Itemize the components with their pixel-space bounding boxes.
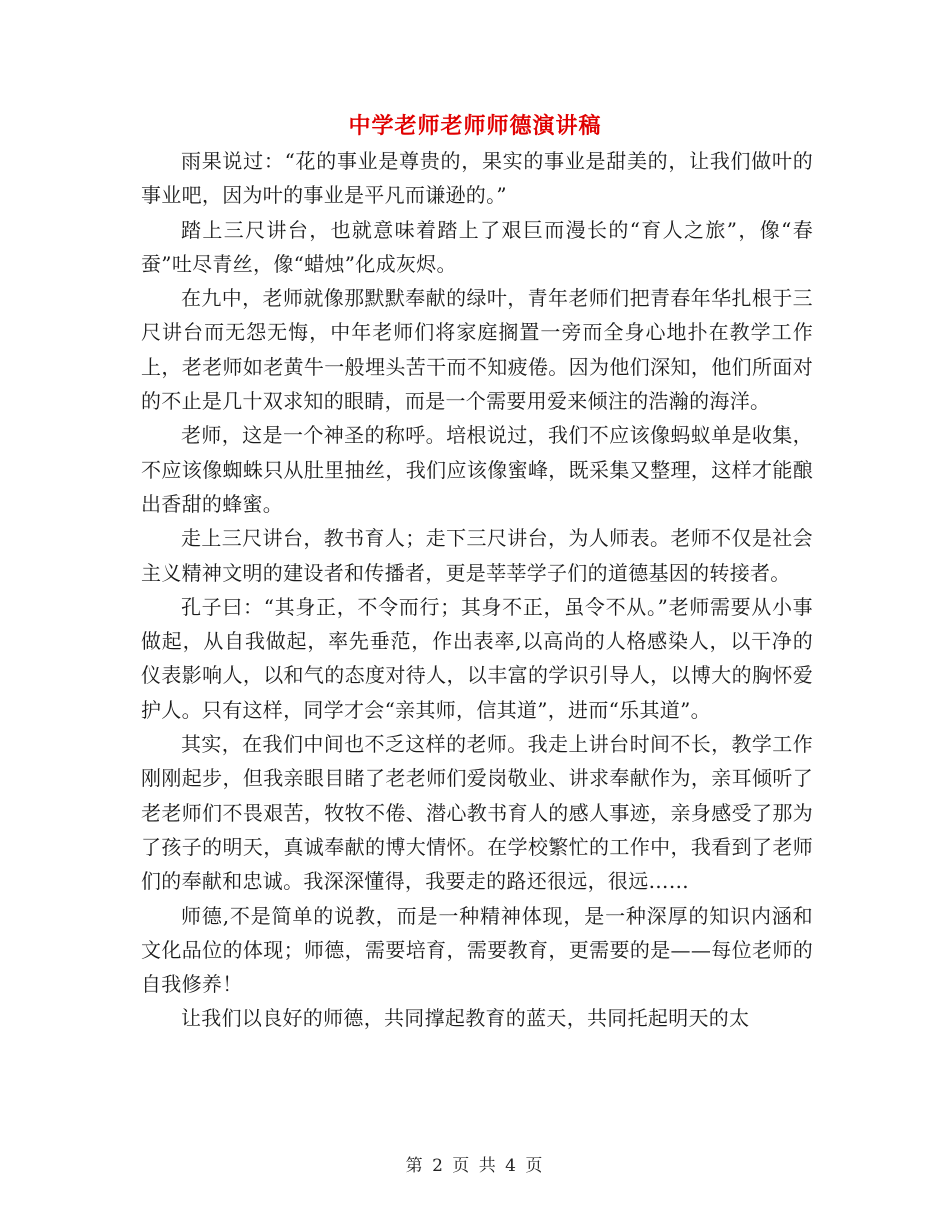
paragraph-8: 师德,不是简单的说教，而是一种精神体现，是一种深厚的知识内涵和文化品位的体现；师德，需要培育，需要教育，更需要的是——每位老师的自我修养！ (141, 903, 813, 997)
paragraph-5: 走上三尺讲台，教书育人；走下三尺讲台，为人师表。老师不仅是社会主义精神文明的建设者和传播者，更是莘莘学子们的道德基因的转接者。 (141, 526, 813, 585)
paragraph-9: 让我们以良好的师德，共同撑起教育的蓝天，共同托起明天的太 (181, 1006, 750, 1031)
paragraph-7: 其实，在我们中间也不乏这样的老师。我走上讲台时间不长，教学工作刚刚起步，但我亲眼目睹了老老师们爱岗敬业、讲求奉献作为，亲耳倾听了老老师们不畏艰苦，牧牧不倦、潜心教书育人的感人事迹，亲身感受了那为了孩子的明天，真诚奉献的博大情怀。在学校繁忙的工作中，我看到了老师们的奉献和忠诚。我深深懂得，我要走的路还很远，很远…… (141, 732, 813, 894)
page-footer: 第 2 页 共 4 页 (405, 1156, 545, 1176)
paragraph-2: 踏上三尺讲台，也就意味着踏上了艰巨而漫长的“育人之旅”，像“春蚕”吐尽青丝，像“蜡烛”化成灰烬。 (141, 217, 813, 276)
document-title: 中学老师老师师德演讲稿 (348, 114, 602, 139)
paragraph-4: 老师，这是一个神圣的称呼。培根说过，我们不应该像蚂蚁单是收集，不应该像蜘蛛只从肚里抽丝，我们应该像蜜峰，既采集又整理，这样才能酿出香甜的蜂蜜。 (141, 423, 813, 516)
document-body (141, 144, 813, 1036)
paragraph-3: 在九中，老师就像那默默奉献的绿叶，青年老师们把青春年华扎根于三尺讲台而无怨无悔，中年老师们将家庭搁置一旁而全身心地扑在教学工作上，老老师如老黄牛一般埋头苦干而不知疲倦。因为他们深知，他们所面对的不止是几十双求知的眼睛，而是一个需要用爱来倾注的浩瀚的海洋。 (141, 286, 813, 414)
paragraph-6: 孔子曰：“其身正，不令而行；其身不正，虽令不从。”老师需要从小事做起，从自我做起，率先垂范，作出表率,以高尚的人格感染人，以干净的仪表影响人，以和气的态度对待人，以丰富的学识引导人，以博大的胸怀爱护人。只有这样，同学才会“亲其师，信其道”，进而“乐其道”。 (141, 594, 813, 722)
paragraph-1: 雨果说过：“花的事业是尊贵的，果实的事业是甜美的，让我们做叶的事业吧，因为叶的事业是平凡而谦逊的。” (141, 149, 813, 208)
